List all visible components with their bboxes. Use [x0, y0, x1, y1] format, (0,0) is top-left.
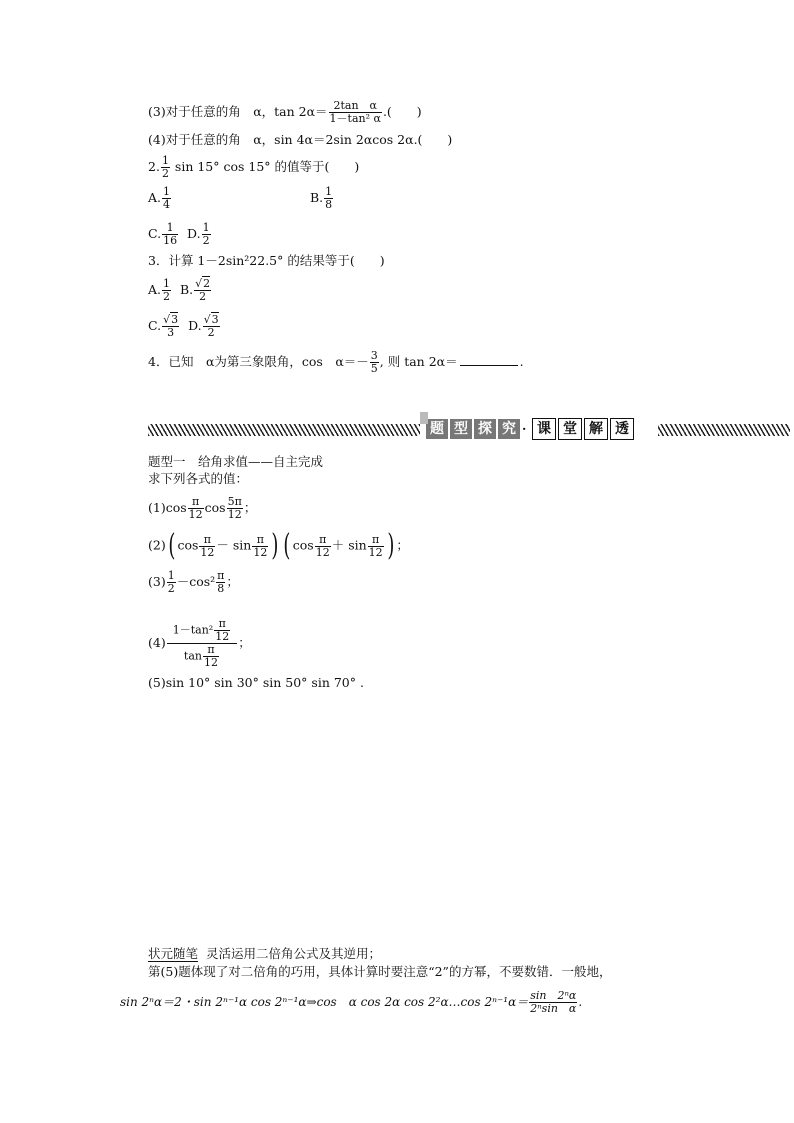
option-label: C. — [148, 226, 162, 241]
text: sin 2ⁿα＝2・sin 2ⁿ⁻¹α cos 2ⁿ⁻¹α⇒cos α cos 2α cos 2²α…cos 2ⁿ⁻¹α＝ — [120, 995, 529, 1009]
option-label: A. — [148, 190, 162, 205]
denominator: 16 — [163, 234, 178, 247]
banner-char: 题 — [426, 419, 448, 439]
fraction — [162, 222, 178, 247]
denominator: 8 — [217, 582, 225, 595]
banner-tag-right — [532, 418, 636, 440]
paren: ( — [283, 528, 291, 563]
text: cos — [204, 500, 226, 515]
fraction — [167, 570, 176, 595]
text: tan — [183, 649, 202, 663]
denominator: 2 — [199, 290, 207, 303]
text: (3) — [148, 574, 166, 589]
denominator: 12 — [253, 545, 268, 559]
banner-char: 探 — [474, 419, 496, 439]
numerator: 1 — [162, 222, 178, 235]
question-2-stem — [148, 155, 359, 180]
denominator: 12 — [215, 630, 230, 643]
numerator: π — [315, 534, 331, 547]
fraction — [161, 155, 170, 180]
fraction — [329, 100, 382, 125]
fraction — [370, 350, 379, 375]
denominator: 3 — [167, 326, 175, 339]
denominator — [167, 644, 237, 669]
question-2-option-b — [310, 186, 334, 211]
text: ； — [243, 500, 257, 515]
question-2-options-cd — [148, 222, 212, 247]
numerator — [167, 618, 237, 644]
denominator: 2 — [167, 582, 175, 595]
option-label: B. — [310, 190, 324, 205]
text: (2) — [148, 537, 166, 553]
text: cos — [177, 537, 199, 553]
fraction — [162, 186, 171, 211]
radicand: 3 — [171, 313, 179, 326]
numerator: √3 — [203, 313, 219, 326]
numerator: 1 — [167, 569, 175, 582]
radicand: 3 — [211, 313, 219, 326]
banner-char: 堂 — [558, 418, 582, 440]
numerator: π — [217, 569, 225, 582]
text: . — [519, 354, 524, 369]
tip-formula — [120, 990, 582, 1015]
paren: ) — [387, 528, 395, 563]
text: － sin — [216, 537, 252, 553]
banner-tag-left — [426, 418, 522, 440]
text: ； — [396, 537, 409, 553]
fraction — [227, 496, 243, 521]
numerator: 1 — [163, 277, 171, 290]
text: sin 15° cos 15° 的值等于( ) — [174, 159, 360, 174]
fraction — [252, 534, 268, 559]
radicand: 2 — [203, 277, 211, 290]
banner-hatch-right — [658, 424, 790, 436]
numerator: sin 2ⁿα — [530, 989, 577, 1002]
denominator: 2ⁿsin α — [530, 1002, 577, 1015]
fraction — [368, 534, 384, 559]
numerator: π — [368, 534, 384, 547]
fraction — [162, 314, 179, 339]
answer-blank[interactable] — [460, 355, 518, 366]
paren: ) — [271, 528, 279, 563]
fraction — [216, 570, 225, 595]
numerator: √2 — [195, 277, 211, 290]
text: ＋ sin — [331, 537, 367, 553]
denominator: 12 — [368, 545, 383, 559]
problem-5: (5)sin 10° sin 30° sin 50° sin 70° . — [148, 675, 364, 690]
denominator: 2 — [207, 326, 215, 339]
banner-char: 究 — [498, 419, 520, 439]
problem-1 — [148, 496, 256, 521]
section-instruction: 求下列各式的值： — [148, 471, 249, 486]
numerator: 1 — [325, 185, 333, 198]
numerator: 1 — [161, 154, 169, 167]
fraction — [188, 496, 204, 521]
fraction — [324, 186, 333, 211]
fraction — [203, 644, 219, 669]
question-3-options-ab — [148, 278, 212, 303]
banner-separator: · — [522, 421, 527, 436]
numerator: π — [199, 534, 215, 547]
problem-3 — [148, 570, 239, 595]
tip-line-1 — [148, 946, 381, 962]
text: cos — [292, 537, 314, 553]
fraction — [529, 990, 577, 1015]
text: (1)cos — [148, 500, 187, 515]
numerator: π — [214, 618, 230, 631]
numerator: 2tan α — [329, 100, 382, 113]
denominator: 12 — [200, 545, 215, 559]
text: 灵活运用二倍角公式及其逆用； — [205, 946, 381, 961]
numerator: π — [188, 496, 204, 509]
banner-char: 课 — [532, 418, 556, 440]
question-3-stem: 3．计算 1－2sin²22.5° 的结果等于( ) — [148, 253, 385, 268]
denominator: 12 — [204, 656, 218, 669]
text: (4) — [148, 635, 166, 650]
denominator: 12 — [315, 545, 330, 559]
fraction — [162, 278, 171, 303]
fraction — [214, 618, 230, 643]
section-title: 题型一 给角求值——自主完成 — [148, 454, 324, 469]
question-2-option-a — [148, 186, 172, 211]
fraction — [199, 534, 215, 559]
denominator: 1－tan² α — [329, 112, 381, 125]
text: , 则 tan 2α＝ — [379, 354, 458, 369]
denominator: 5 — [370, 362, 378, 375]
fraction — [202, 222, 211, 247]
problem-2 — [148, 528, 409, 563]
numerator: π — [203, 644, 219, 657]
denominator: 4 — [163, 198, 171, 211]
big-fraction — [167, 618, 237, 669]
numerator: 1 — [202, 221, 210, 234]
numerator: 1 — [163, 185, 171, 198]
denominator: 12 — [227, 508, 242, 521]
text: ； — [226, 574, 239, 589]
text: .( ) — [382, 104, 422, 119]
question-3-options-cd — [148, 314, 221, 339]
option-label: D. — [187, 226, 201, 241]
option-label: A. — [148, 282, 162, 297]
question-4 — [148, 350, 524, 375]
tip-line-2: 第(5)题体现了对二倍角的巧用，具体计算时要注意“2”的方幂，不要数错．一般地， — [148, 964, 612, 979]
paren: ( — [168, 528, 176, 563]
denominator: 8 — [325, 198, 333, 211]
denominator: 2 — [202, 234, 210, 247]
numerator: √3 — [163, 313, 179, 326]
exercise-item-4: (4)对于任意的角 α，sin 4α＝2sin 2αcos 2α.( ) — [148, 132, 453, 147]
denominator: 2 — [161, 167, 169, 180]
text: (3)对于任意的角 α，tan 2α＝ — [148, 104, 328, 119]
fraction — [194, 278, 211, 303]
text: 4．已知 α为第三象限角，cos α＝－ — [148, 354, 369, 369]
problem-4 — [148, 618, 251, 669]
banner-char: 型 — [450, 419, 472, 439]
banner-char: 透 — [610, 418, 634, 440]
denominator: 2 — [163, 290, 171, 303]
text: －cos² — [176, 574, 216, 589]
banner-hatch-left — [148, 424, 420, 436]
text: ； — [238, 635, 251, 650]
option-label: B. — [179, 282, 194, 297]
numerator: π — [252, 534, 268, 547]
fraction — [315, 534, 331, 559]
text: 1－tan² — [172, 623, 214, 637]
banner-char: 解 — [584, 418, 608, 440]
text: . — [578, 995, 583, 1009]
numerator: 3 — [370, 349, 378, 362]
exercise-item-3 — [148, 100, 422, 125]
numerator: 5π — [227, 495, 242, 508]
text: 2. — [148, 159, 160, 174]
fraction — [203, 314, 220, 339]
option-label: D. — [188, 318, 202, 333]
denominator: 12 — [188, 508, 203, 521]
tip-label: 状元随笔 — [148, 946, 199, 961]
option-label: C. — [148, 318, 162, 333]
